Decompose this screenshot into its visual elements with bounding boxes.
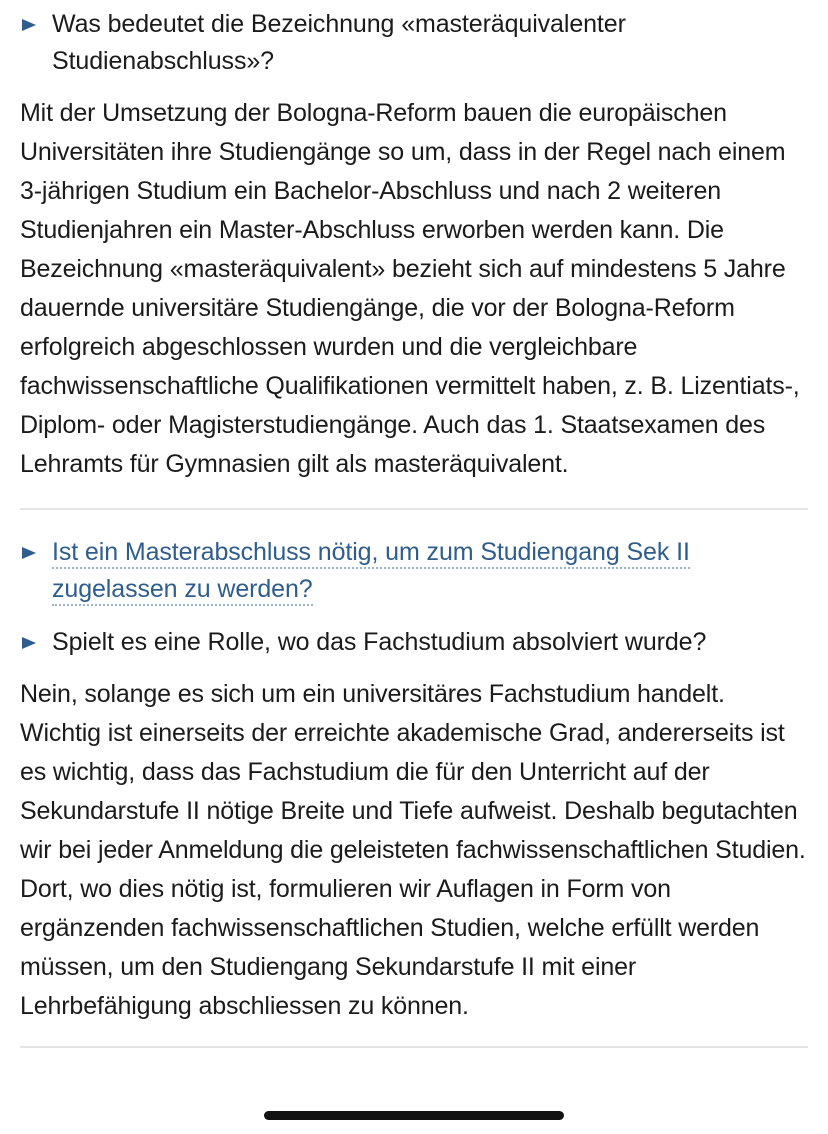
triangle-right-icon [20,17,38,33]
faq-item-3-question[interactable] [20,618,808,665]
faq-question-text[interactable]: Ist ein Masterabschluss nötig, um zum Studiengang Sek II zugelassen zu werden? [52,538,690,606]
faq-question-link-wrap [52,534,752,608]
faq-question-text: Spielt es eine Rolle, wo das Fachstudium absolviert wurde? [52,628,707,656]
faq-question-text: Was bedeutet die Bezeichnung «masteräquivalenter Studienabschluss»? [52,10,626,75]
home-indicator[interactable] [264,1111,564,1120]
divider [20,1046,808,1048]
triangle-right-icon [20,635,38,651]
divider [20,508,808,510]
faq-item-3-answer: Nein, solange es sich um ein universitäres Fachstudium handelt. Wichtig ist einerseits der erreichte akademische Grad, andererseits ist es wichtig, dass das Fachstudium die für den Unterricht auf der Sekundarstufe II nötige Breite und Tiefe aufweist. Deshalb begutachten wir bei jeder Anmeldung die geleisteten fachwissenschaftlichen Studien. Dort, wo dies nötig ist, formulieren wir Auflagen in Form von ergänzenden fachwissenschaftlichen Studien, welche erfüllt werden müssen, um den Studiengang Sekundarstufe II mit einer Lehrbefähigung abschliessen zu können. [20,680,806,1020]
faq-item-1-answer: Mit der Umsetzung der Bologna-Reform bauen die europäischen Universitäten ihre Studiengänge so um, dass in der Regel nach einem 3-jährigen Studium ein Bachelor-Abschluss und nach 2 weiteren Studienjahren ein Master-Abschluss erworben werden kann. Die Bezeichnung «masteräquivalent» bezieht sich auf mindestens 5 Jahre dauernde universitäre Studiengänge, die vor der Bologna-Reform erfolgreich abgeschlossen wurden und die vergleichbare fachwissenschaftliche Qualifikationen vermittelt haben, z. B. Lizentiats-, Diplom- oder Magisterstudiengänge. Auch das 1. Staatsexamen des Lehramts für Gymnasien gilt als masteräquivalent. [20,99,800,478]
faq-item-2-question[interactable] [20,528,808,612]
faq-item-1-question[interactable] [20,0,808,84]
triangle-right-icon [20,545,38,561]
